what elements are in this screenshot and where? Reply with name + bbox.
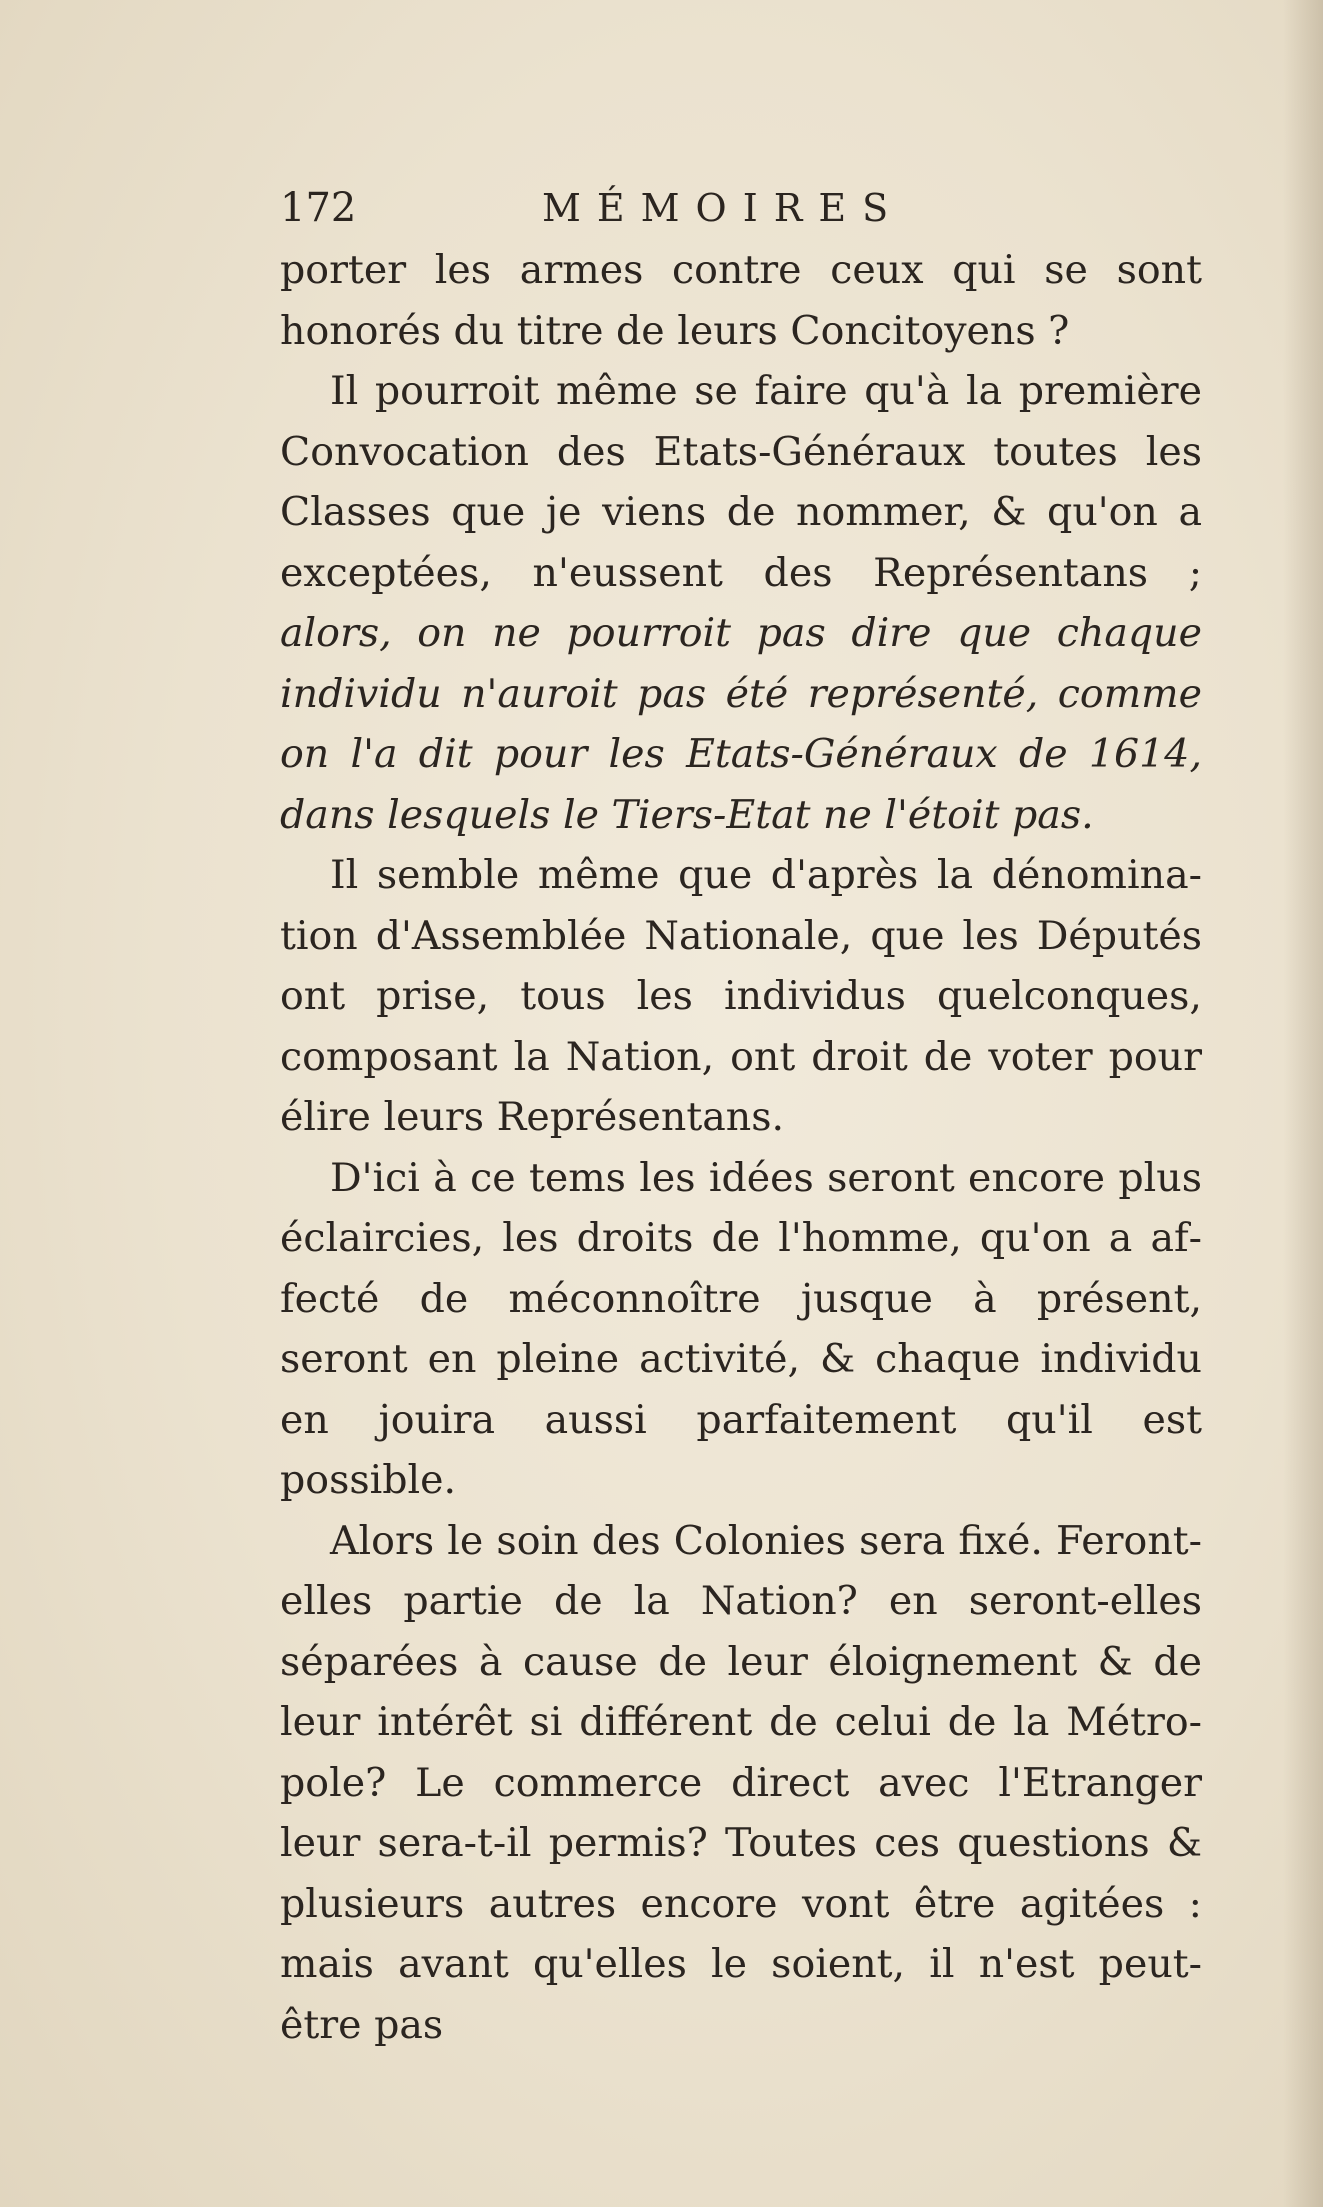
body-text xyxy=(280,240,1202,2055)
page-number: 172 xyxy=(280,185,357,231)
text-segment: D'ici à ce tems les idées seront encore plus éclaircies, les droits de l'homme, qu'on a affecté de méconnoître jusque à présent, seront en pleine activité, & chaque individu en jouira aussi parfaitement qu'il est possible. xyxy=(280,1154,1202,1503)
paragraph-1 xyxy=(280,240,1202,361)
text-segment: Il pourroit même se faire qu'à la première Convocation des Etats-Généraux toutes les Classes que je viens de nommer, & qu'on a exceptées, n'eussent des Représentans ; xyxy=(280,368,1202,596)
paragraph-4 xyxy=(280,1148,1202,1511)
page-gutter-shadow xyxy=(1283,0,1323,2207)
paragraph-2 xyxy=(280,361,1202,845)
italic-text-segment: alors, on ne pourroit pas dire que chaque individu n'auroit pas été représenté, comme on l'a dit pour les Etats-Généraux de 1614, dans lesquels le Tiers-Etat ne l'étoit pas. xyxy=(280,610,1202,838)
text-segment: porter les armes contre ceux qui se sont honorés du titre de leurs Concitoyens ? xyxy=(280,247,1202,354)
running-title: MÉMOIRES xyxy=(542,186,905,230)
text-segment: Il semble même que d'après la dénomination d'Assemblée Nationale, que les Députés ont prise, tous les individus quelconques, composant la Nation, ont droit de voter pour élire leurs Représentans. xyxy=(280,852,1202,1140)
paragraph-3 xyxy=(280,845,1202,1148)
text-segment: Alors le soin des Colonies sera fixé. Feront-elles partie de la Nation? en seront-elles séparées à cause de leur éloignement & de leur intérêt si différent de celui de la Métropole? Le commerce direct avec l'Etranger leur sera-t-il permis? Toutes ces questions & plusieurs autres encore vont être agitées : mais avant qu'elles le soient, il n'est peut-être pas xyxy=(280,1517,1202,2048)
running-header xyxy=(280,178,1040,238)
paragraph-5 xyxy=(280,1511,1202,2056)
